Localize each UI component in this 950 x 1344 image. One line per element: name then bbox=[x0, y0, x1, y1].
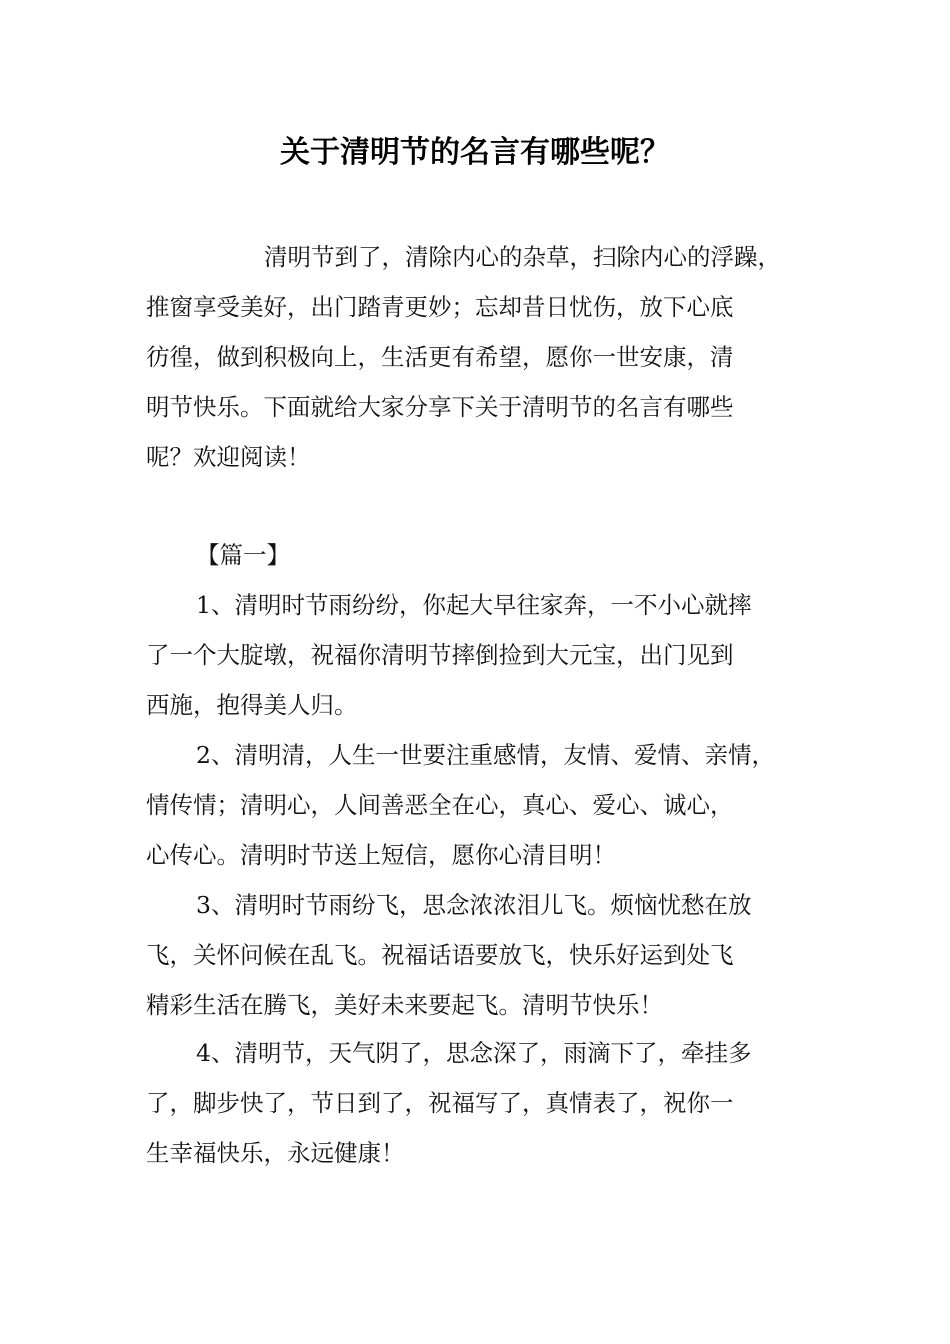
paragraph-line: 生幸福快乐，永远健康！ bbox=[146, 1139, 405, 1167]
intro-line: 推窗享受美好，出门踏青更妙；忘却昔日忧伤，放下心底 bbox=[146, 293, 734, 321]
paragraph-line: 1、清明时节雨纷纷，你起大早往家奔，一不小心就摔 bbox=[196, 591, 752, 619]
paragraph-line: 2、清明清，人生一世要注重感情，友情、爱情、亲情， bbox=[196, 741, 775, 769]
paragraph-line: 情传情；清明心，人间善恶全在心，真心、爱心、诚心， bbox=[146, 791, 734, 819]
intro-line: 呢？欢迎阅读！ bbox=[146, 443, 311, 471]
intro-line: 彷徨，做到积极向上，生活更有希望，愿你一世安康，清 bbox=[146, 343, 734, 371]
paragraph-line: 了，脚步快了，节日到了，祝福写了，真情表了，祝你一 bbox=[146, 1089, 734, 1117]
paragraph-line: 心传心。清明时节送上短信，愿你心清目明！ bbox=[146, 841, 616, 869]
paragraph-line: 了一个大腚墩，祝福你清明节摔倒捡到大元宝，出门见到 bbox=[146, 641, 734, 669]
section-heading-text: 【篇一】 bbox=[196, 541, 290, 569]
paragraph-line: 飞，关怀问候在乱飞。祝福话语要放飞，快乐好运到处飞 bbox=[146, 941, 734, 969]
page-title: 关于清明节的名言有哪些呢？ bbox=[280, 135, 670, 170]
intro-line: 明节快乐。下面就给大家分享下关于清明节的名言有哪些 bbox=[146, 393, 734, 421]
paragraph-line: 精彩生活在腾飞，美好未来要起飞。清明节快乐！ bbox=[146, 991, 663, 1019]
paragraph-line: 3、清明时节雨纷飞，思念浓浓泪儿飞。烦恼忧愁在放 bbox=[196, 891, 752, 919]
paragraph-line: 4、清明节，天气阴了，思念深了，雨滴下了，牵挂多 bbox=[196, 1039, 752, 1067]
paragraph-line: 西施，抱得美人归。 bbox=[146, 691, 358, 719]
intro-line: 清明节到了，清除内心的杂草，扫除内心的浮躁， bbox=[264, 243, 781, 271]
